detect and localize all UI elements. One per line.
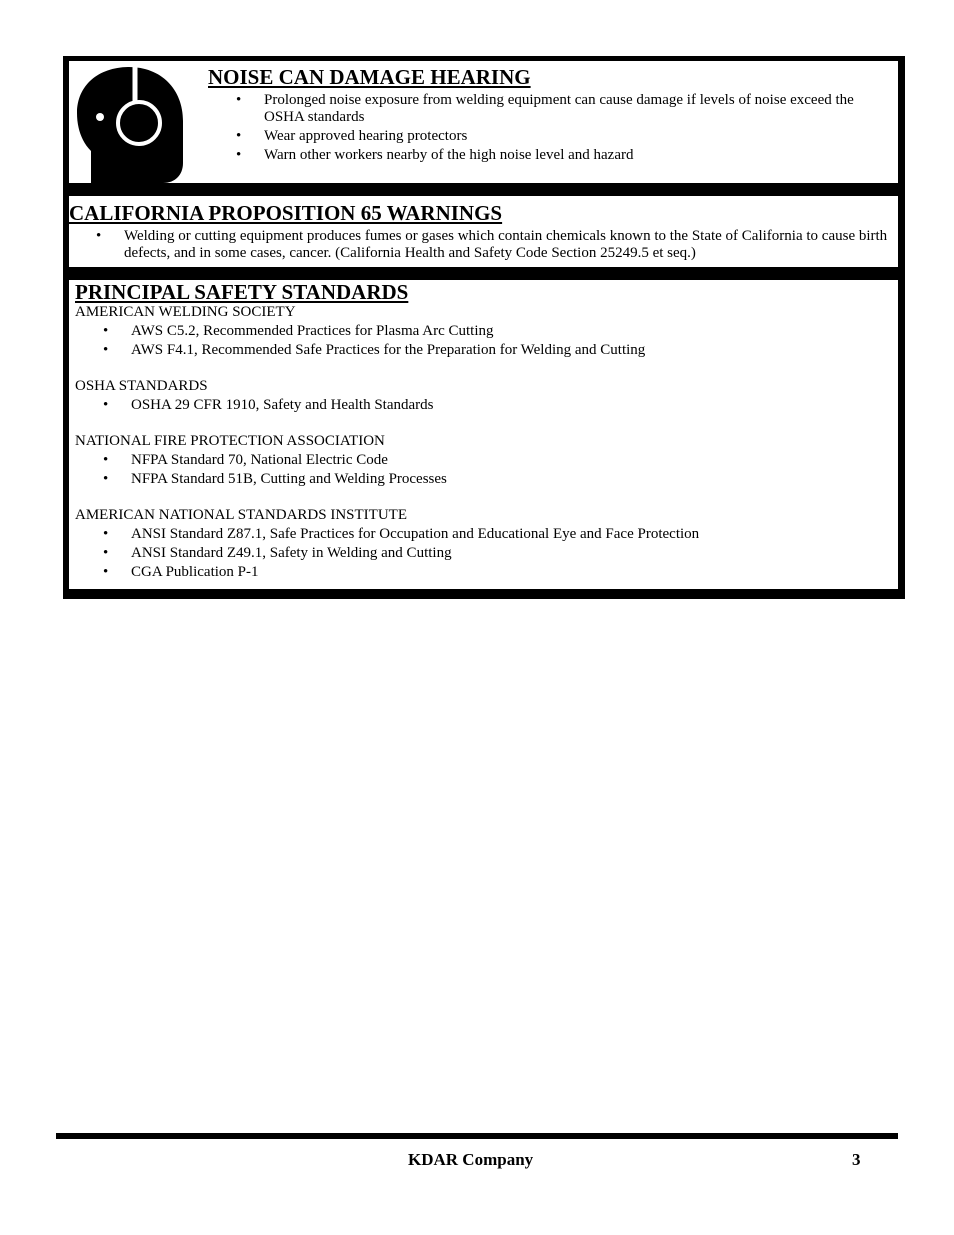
standards-group-nfpa	[75, 432, 890, 489]
list-item: • ANSI Standard Z49.1, Safety in Welding and Cutting	[131, 544, 890, 563]
prop65-list	[124, 228, 894, 262]
noise-list	[264, 92, 889, 166]
safety-frame	[63, 56, 905, 599]
group-title: AMERICAN NATIONAL STANDARDS INSTITUTE	[75, 507, 407, 523]
footer-rule	[56, 1133, 898, 1139]
standards-group-osha	[75, 377, 890, 415]
list-item: • OSHA 29 CFR 1910, Safety and Health Standards	[131, 396, 890, 415]
standards-heading: PRINCIPAL SAFETY STANDARDS	[75, 280, 409, 304]
group-title: OSHA STANDARDS	[75, 378, 208, 394]
list-item: • NFPA Standard 51B, Cutting and Welding Processes	[131, 470, 890, 489]
list-item: • ANSI Standard Z87.1, Safe Practices for Occupation and Educational Eye and Face Protection	[131, 525, 890, 544]
prop65-section	[69, 196, 898, 267]
list-item: • Warn other workers nearby of the high noise level and hazard	[264, 147, 889, 164]
prop65-heading: CALIFORNIA PROPOSITION 65 WARNINGS	[69, 201, 503, 225]
noise-section	[69, 61, 898, 183]
list-item: • AWS F4.1, Recommended Safe Practices for the Preparation for Welding and Cutting	[131, 341, 890, 360]
standards-group-ansi	[75, 506, 890, 582]
standards-group-aws	[75, 303, 890, 360]
list-item: • Wear approved hearing protectors	[264, 128, 889, 145]
group-list	[131, 525, 890, 582]
list-item: • Welding or cutting equipment produces fumes or gases which contain chemicals known to the State of California to cause birth defects, and in some cases, cancer. (California Health and Safety Code Section 25249.5 et seq.)	[124, 228, 894, 262]
list-item: • CGA Publication P-1	[131, 563, 890, 582]
list-item: • NFPA Standard 70, National Electric Code	[131, 451, 890, 470]
list-item: • AWS C5.2, Recommended Practices for Plasma Arc Cutting	[131, 322, 890, 341]
standards-body	[75, 303, 890, 582]
footer-company: KDAR Company	[408, 1150, 534, 1169]
noise-heading: NOISE CAN DAMAGE HEARING	[208, 65, 531, 89]
group-list	[131, 451, 890, 489]
group-list	[131, 396, 890, 415]
standards-section	[69, 280, 898, 589]
group-title: AMERICAN WELDING SOCIETY	[75, 304, 296, 320]
list-item: • Prolonged noise exposure from welding equipment can cause damage if levels of noise exceed the OSHA standards	[264, 92, 889, 126]
page-number: 3	[852, 1150, 861, 1169]
group-title: NATIONAL FIRE PROTECTION ASSOCIATION	[75, 433, 385, 449]
group-list	[131, 322, 890, 360]
hearing-protection-icon	[77, 67, 185, 183]
